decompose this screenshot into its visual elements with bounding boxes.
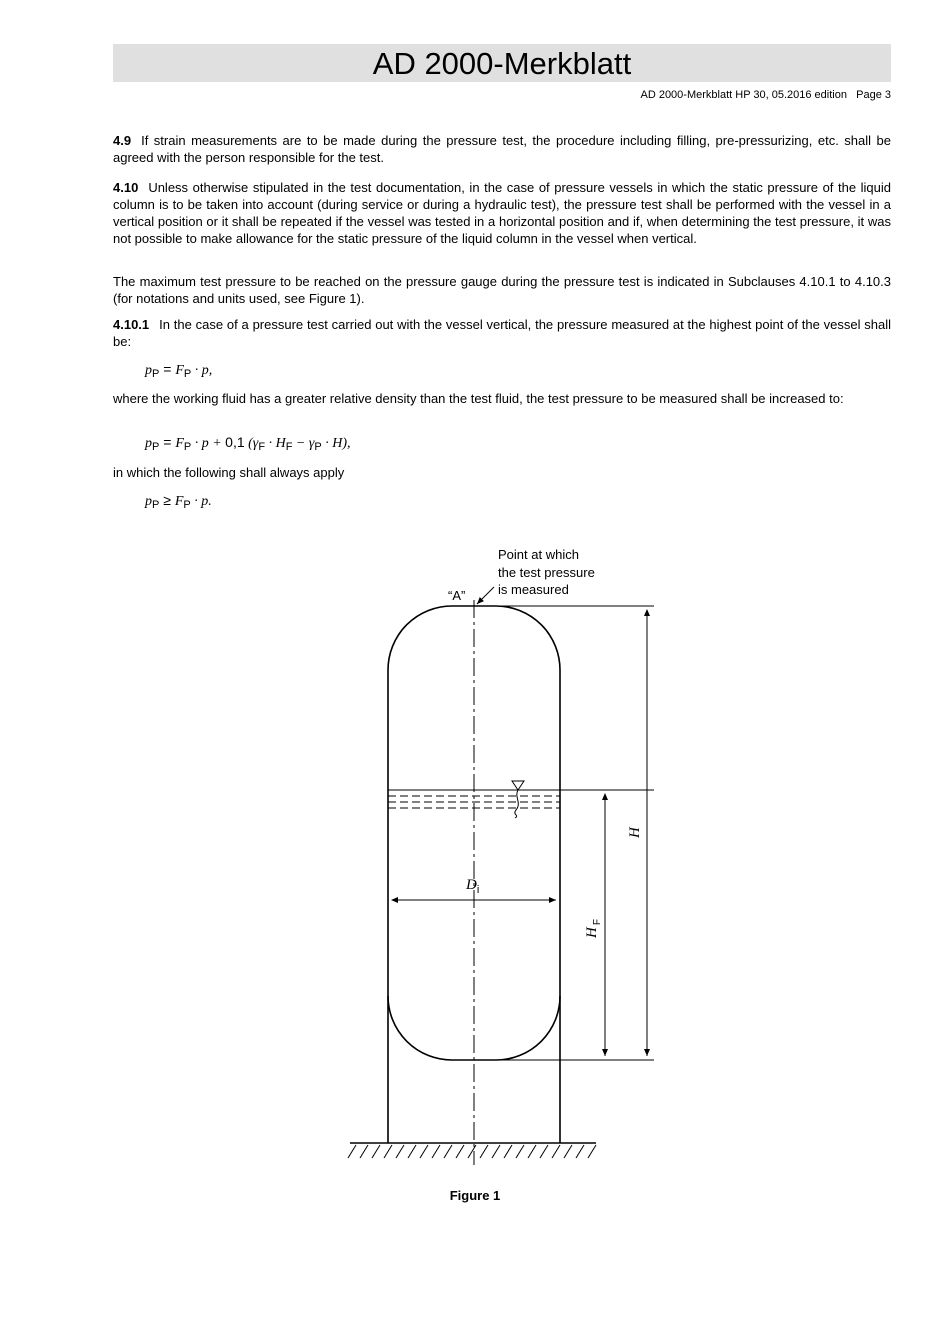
- point-A-leader: [477, 587, 494, 604]
- label-H: H: [627, 827, 643, 838]
- section-text: Unless otherwise stipulated in the test documentation, in the case of pressure vessels in which the static pressure of the liquid column is to be taken into account (during service or during a hydraulic test), the pressure test shall be performed with the vessel in a vertical position or it shall be repeated if the vessel was tested in a horizontal position and if, when determining the test pressure, it was not possible to make allowance for the static pressure of the liquid column in the vessel when vertical.: [113, 180, 891, 246]
- paragraph-where: [113, 390, 891, 407]
- section-number: 4.10: [113, 180, 139, 195]
- paragraph-4-10-1: [113, 316, 891, 350]
- vessel-diagram: [340, 540, 643, 1170]
- paragraph-4-10: [113, 179, 891, 247]
- point-label-line-1: Point at which: [498, 547, 579, 562]
- section-number: 4.9: [113, 133, 132, 148]
- section-text: The maximum test pressure to be reached on the pressure gauge during the pressure test is indicated in Subclauses 4.10.1 to 4.10.3 (for notations and units used, see Figure 1).: [113, 274, 891, 306]
- formula-minimum: $p_P \ge F_P \cdot p$.: [145, 492, 212, 511]
- formula-increased-pressure: $p_P = F_P \cdot p + 0,1$ $(\gamma_F \cdot H_F - \gamma_P \cdot H)$,: [145, 434, 351, 453]
- section-text: in which the following shall always apply: [113, 465, 345, 480]
- paragraph-apply: [113, 464, 891, 481]
- section-number: 4.10.1: [113, 317, 150, 332]
- paragraph-4-9: [113, 132, 891, 166]
- section-text: where the working fluid has a greater relative density than the test fluid, the test pressure to be measured shall be increased to:: [113, 391, 844, 406]
- section-text: In the case of a pressure test carried out with the vessel vertical, the pressure measured at the highest point of the vessel shall be:: [113, 317, 891, 349]
- figure-caption: Figure 1: [449, 1188, 501, 1203]
- section-text: If strain measurements are to be made during the pressure test, the procedure including filling, pre-pressurizing, etc. shall be agreed with the person responsible for the test.: [113, 133, 891, 165]
- formula-test-pressure: $p_P = F_P \cdot p$,: [145, 361, 213, 380]
- ground-hatching: [348, 1145, 596, 1158]
- paragraph-max-test: [113, 273, 891, 307]
- level-triangle-icon: [512, 781, 524, 790]
- point-label-line-3: is measured: [498, 582, 569, 597]
- page-reference: AD 2000-Merkblatt HP 30, 05.2016 edition Page 3: [640, 89, 891, 101]
- label-HF: $H_F$: [584, 919, 603, 938]
- label-Di: $D_i$: [466, 877, 480, 896]
- point-label-line-2: the test pressure: [498, 565, 595, 580]
- point-A-label: “A”: [448, 588, 466, 603]
- document-title: AD 2000-Merkblatt: [113, 44, 891, 82]
